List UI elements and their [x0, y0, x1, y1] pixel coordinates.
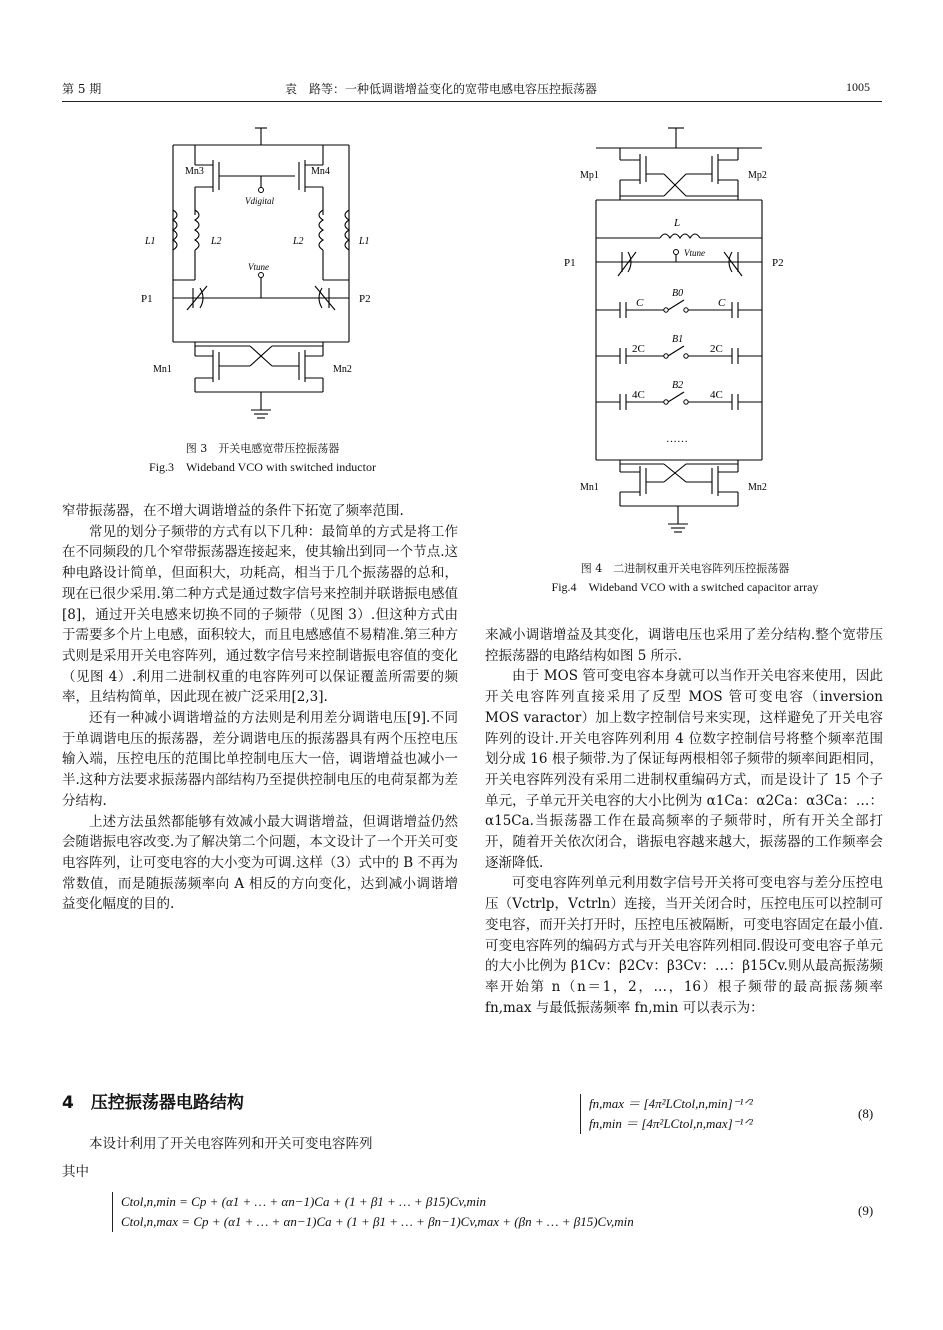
fig3-label-l1-right: L1 — [359, 236, 370, 247]
fig4-label-b1: B1 — [672, 334, 684, 345]
fig4-label-b0: B0 — [672, 288, 684, 299]
fig4-label-mn1: Mn1 — [580, 482, 599, 493]
fig4-label-4c-right: 4C — [710, 389, 723, 401]
header-title: 袁 路等：一种低调谐增益变化的宽带电感电容压控振荡器 — [285, 82, 598, 96]
fig3-caption-cn: 图 3 开关电感宽带压控振荡器 — [185, 442, 340, 455]
fig4-label-l: L — [674, 217, 681, 229]
fig3-label-mn1: Mn1 — [153, 364, 172, 375]
fig4-label-4c-left: 4C — [632, 389, 645, 401]
fig4-label-mp1: Mp1 — [580, 170, 599, 181]
header-page: 1005 — [846, 80, 870, 94]
fig3-label-mn4: Mn4 — [311, 166, 330, 177]
section-4-heading: 4 压控振荡器电路结构 — [62, 1093, 244, 1113]
equation-9-line-1: Ctol,n,min = Cp + (α1 + … + αn−1)Ca + (1 + β1 + … + β15)Cv,min — [121, 1194, 486, 1209]
left-para-2: 常见的划分子频带的方式有以下几种：最简单的方式是将工作在不同频段的几个窄带振荡器连接起来，使其输出到同一个节点.这种电路设计简单，但面积大，功耗高，相当于几个振荡器的总和，现在已很少采用.第二种方式是通过数字信号来控制并联谐振电感值[8]，通过开关电感来切换不同的子频带（见图 3）.但这种方式由于需要多个片上电感，面积较大，而且电感感值不易精准.第三种方式则是采用开关电容阵列，通过数字信号来控制谐振电容值的变化（见图 4）.利用二进制权重的电容阵列可以保证覆盖所需要的频率，且结构简单，因此现在被广泛采用[2,3]. — [62, 523, 458, 706]
right-para-3: 可变电容阵列单元利用数字信号开关将可变电容与差分压控电压（Vctrlp，Vctrln）连接，当开关闭合时，压控电压可以控制可变电容，而开关打开时，压控电压被隔断，可变电容固定在最小值.可变电容阵列的编码方式与开关电容阵列相同.假设可变电容子单元的大小比例为 β1Cv：β2Cv：β3Cv：…：β15Cv.则从最高振荡频率开始第 n（n＝1，2，…，16）根子频带的最高振荡频率 fn,max 与最低振荡频率 fn,min 可以表示为： — [485, 875, 883, 1016]
equation-8-line-2: fn,min ＝ [4π²LCtol,n,max]⁻¹ᐟ² — [589, 1116, 753, 1131]
bottom-intro — [62, 1162, 262, 1183]
left-para-3: 还有一种减小调谐增益的方法则是利用差分调谐电压[9].不同于单调谐电压的振荡器，差分调谐电压的振荡器具有两个压控电压输入端，压控电压的范围比单控制电压大一倍，调谐增益也减小一半.这种方法要求振荡器内部结构乃至提供控制电压的电荷泵都为差分结构. — [62, 710, 458, 809]
fig4-label-p1: P1 — [564, 257, 576, 269]
fig4-caption-cn: 图 4 二进制权重开关电容阵列压控振荡器 — [580, 562, 790, 575]
fig4-label-c-left: C — [636, 297, 644, 309]
fig3-label-l2-left: L2 — [211, 236, 222, 247]
fig4-caption — [495, 560, 875, 596]
equation-8 — [580, 1094, 753, 1134]
fig3-label-vtune: Vtune — [248, 262, 269, 272]
figure-4-circuit — [560, 120, 810, 550]
equation-9 — [112, 1192, 634, 1232]
fig4-label-b2: B2 — [672, 380, 684, 391]
fig3-label-l2-right: L2 — [293, 236, 304, 247]
fig3-label-mn3: Mn3 — [185, 166, 204, 177]
right-para-2: 由于 MOS 管可变电容本身就可以当作开关电容来使用，因此开关电容阵列直接采用了反型 MOS 管可变电容（inversion MOS varactor）加上数字控制信号来实现，这样避免了开关电容阵列的设计.开关电容阵列利用 4 位数字控制信号将整个频率范围划分成 16 根子频带.为了保证每两根相邻子频带的频率间距相同，开关电容阵列没有采用二进制权重编码方式，而是设计了 15 个子单元，子单元开关电容的大小比例为 α1Ca：α2Ca：α3Ca：…：α15Ca.当振荡器工作在最高频率的子频带时，所有开关全部打开，随着开关依次闭合，谐振电容越来越大，振荡器的工作频率会逐渐降低. — [485, 668, 883, 871]
header-issue: 第 5 期 — [62, 82, 102, 96]
fig3-label-mn2: Mn2 — [333, 364, 352, 375]
fig4-label-2c-left: 2C — [632, 343, 645, 355]
left-column — [62, 501, 458, 915]
figure-3-circuit — [135, 120, 385, 425]
equation-9-line-2: Ctol,n,max = Cp + (α1 + … + αn−1)Ca + (1 + β1 + … + βn−1)Cv,max + (βn + … + β15)Cv,min — [121, 1214, 634, 1229]
fig4-label-dots: …… — [666, 433, 688, 445]
left-column-tail — [62, 1134, 458, 1155]
fig4-label-c-right: C — [718, 297, 726, 309]
fig4-label-mn2: Mn2 — [748, 482, 767, 493]
bottom-intro-text: 其中 — [62, 1164, 89, 1180]
fig4-caption-en: Fig.4 Wideband VCO with a switched capacitor array — [551, 580, 819, 594]
fig4-label-p2: P2 — [772, 257, 784, 269]
equation-8-number: (8) — [858, 1106, 874, 1121]
fig3-label-p1: P1 — [141, 293, 153, 305]
right-column — [485, 625, 883, 1018]
fig3-label-l1-left: L1 — [145, 236, 156, 247]
equation-8-line-1: fn,max ＝ [4π²LCtol,n,min]⁻¹ᐟ² — [589, 1096, 753, 1111]
fig3-label-p2: P2 — [359, 293, 371, 305]
header-rule — [62, 101, 882, 102]
fig3-label-vdigital: Vdigital — [245, 196, 274, 206]
fig4-label-mp2: Mp2 — [748, 170, 767, 181]
fig4-label-2c-right: 2C — [710, 343, 723, 355]
left-para-4: 上述方法虽然都能够有效减小最大调谐增益，但调谐增益仍然会随谐振电容改变.为了解决第二个问题，本文设计了一个开关可变电容阵列，让可变电容的大小变为可调.这样（3）式中的 B 不再为常数值，而是随振荡频率向 A 相反的方向变化，达到减小调谐增益变化幅度的目的. — [62, 813, 458, 913]
left-para-1: 窄带振荡器，在不增大调谐增益的条件下拓宽了频率范围. — [62, 503, 404, 519]
right-para-1: 来减小调谐增益及其变化，调谐电压也采用了差分结构.整个宽带压控振荡器的电路结构如图 5 所示. — [485, 627, 883, 664]
left-para-5: 本设计利用了开关电容阵列和开关可变电容阵列 — [89, 1136, 373, 1152]
fig3-caption — [100, 440, 425, 476]
equation-9-number: (9) — [858, 1203, 874, 1218]
fig3-caption-en: Fig.3 Wideband VCO with switched inductor — [149, 460, 376, 474]
fig4-label-vtune: Vtune — [684, 248, 705, 258]
